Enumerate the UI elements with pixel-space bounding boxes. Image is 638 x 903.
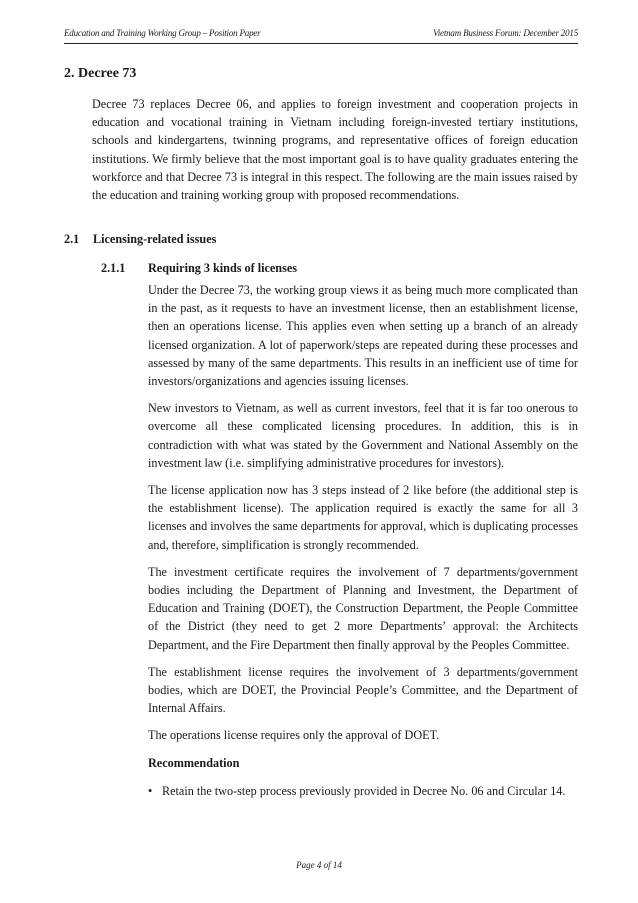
bullet-icon: • [148, 783, 153, 798]
page-header [64, 28, 578, 38]
recommendation-heading: Recommendation [148, 755, 240, 770]
subsection-number: 2.1 [64, 232, 80, 246]
body-paragraph: The operations license requires only the approval of DOET. [148, 728, 440, 743]
recommendation-item [148, 782, 578, 800]
section-title: 2. Decree 73 [64, 66, 137, 81]
header-divider [64, 43, 578, 44]
body-paragraph: The license application now has 3 steps instead of 2 like before (the additional step is the establishment license). The application required is exactly the same for all 3 licenses and involves the same departments for approval, which is duplicating processes and, therefore, simplification is strongly recommended. [148, 483, 578, 552]
recommendation-text: Retain the two-step process previously provided in Decree No. 06 and Circular 14. [162, 783, 566, 798]
subsection-heading [64, 232, 216, 247]
body-paragraph: New investors to Vietnam, as well as current investors, feel that it is far too onerous to overcome all these complicated licensing procedures. In addition, this is in contradiction with what was stated by the Government and National Assembly on the investment law (i.e. simplifying administrative procedures for investors). [148, 401, 578, 470]
subsubsection-title: Requiring 3 kinds of licenses [148, 261, 297, 275]
body-paragraph: The establishment license requires the involvement of 3 departments/government bodies, which are DOET, the Provincial People’s Committee, and the Department of Internal Affairs. [148, 664, 578, 716]
header-left-text: Education and Training Working Group – Position Paper [64, 28, 261, 38]
subsection-title: Licensing-related issues [93, 232, 217, 246]
body-paragraph: The investment certificate requires the involvement of 7 departments/government bodies including the Department of Planning and Investment, the Department of Education and Training (DOET), the Construction Department, the People Committee of the District (they need to get 2 more Departments’ approval: the Architects Department, and the Fire Department then finally approval by the Peoples Committee. [148, 564, 578, 652]
page-number: Page 4 of 14 [296, 860, 342, 870]
header-right-text: Vietnam Business Forum: December 2015 [433, 28, 578, 38]
body-paragraph: Under the Decree 73, the working group views it as being much more complicated than in the past, as it requests to have an investment license, then an establishment license, then an operations license. This applies even when setting up a branch of an already licensed organization. A lot of paperwork/steps are repeated during these processes and assessed by many of the same departments. This results in an inefficient use of time for investors/organizations and agencies issuing licenses. [148, 283, 578, 389]
subsubsection-number: 2.1.1 [101, 261, 126, 275]
subsubsection-heading [101, 261, 297, 276]
intro-paragraph: Decree 73 replaces Decree 06, and applies to foreign investment and cooperation projects in education and vocational training in Vietnam including foreign-invested tertiary institutions, schools and kindergartens, twinning programs, and representative offices of foreign education institutions. We firmly believe that the most important goal is to have quality graduates entering the workforce and that Decree 73 is integral in this respect. The following are the main issues raised by the education and training working group with proposed recommendations. [92, 97, 578, 203]
subsubsection-body [148, 281, 578, 800]
